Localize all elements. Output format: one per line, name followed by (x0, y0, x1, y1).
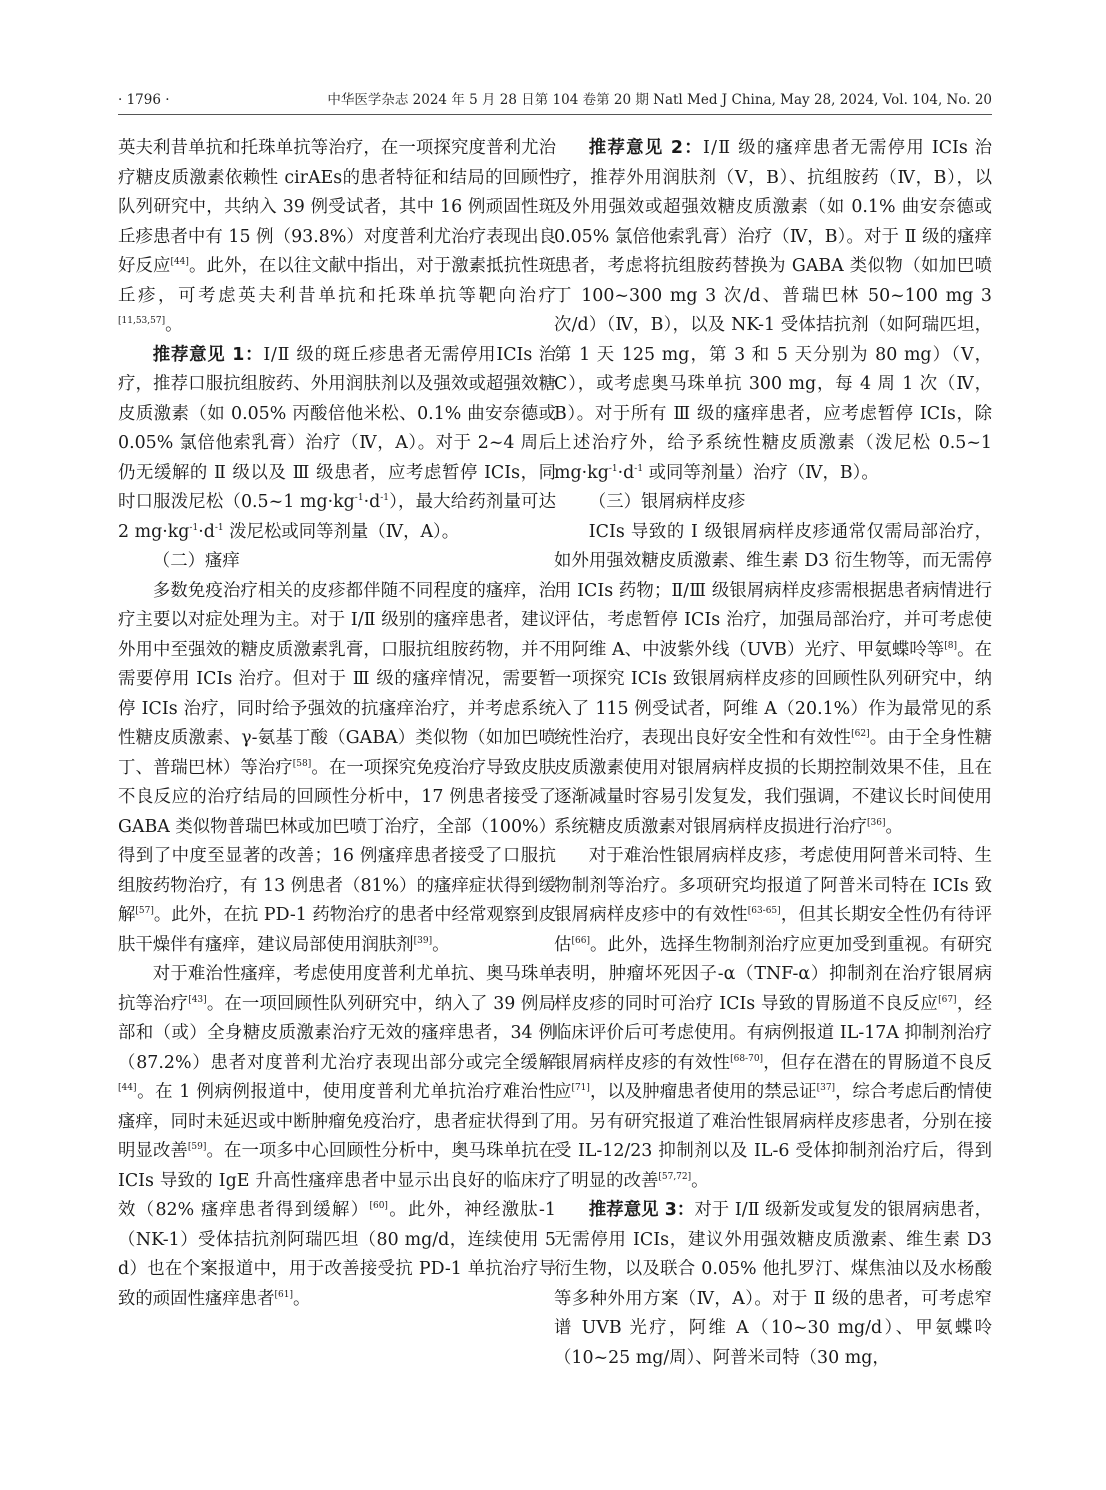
citation[interactable]: [59] (187, 1142, 207, 1152)
citation[interactable]: [57,72] (658, 1171, 692, 1182)
left-column (118, 134, 556, 1314)
section-heading: （三）银屑病样皮疹 (588, 492, 746, 512)
section-heading: （二）瘙痒 (152, 551, 240, 571)
paragraph: 多数免疫治疗相关的皮疹都伴随不同程度的瘙痒，治疗主要以对症处理为主。对于 Ⅰ/Ⅱ 级别的瘙痒患者，建议外用中至强效的糖皮质激素乳膏，口服抗组胺药物，并不需要停用 ICIs 治疗。但对于 Ⅲ 级的瘙痒情况，需要暂停 ICIs 治疗，同时给予强效的抗瘙痒治疗，并考虑系统性糖皮质激素、γ-氨基丁酸（GABA）类似物（如加巴喷丁、普瑞巴林）等治疗[58]。在一项探究免疫治疗导致皮肤不良反应的治疗结局的回顾性分析中，17 例患者接受了 GABA 类似物普瑞巴林或加巴喷丁治疗，全部（100%）得到了中度至显著的改善；16 例瘙痒患者接受了口服抗组胺药物治疗，有 13 例患者（81%）的瘙痒症状得到缓解[57]。此外，在抗 PD-1 药物治疗的患者中经常观察到皮肤干燥伴有瘙痒，建议局部使用润肤剂[39]。 (118, 580, 556, 955)
citation[interactable]: [63-65] (747, 906, 781, 916)
recommendation-label: 推荐意见 3： (588, 1200, 695, 1220)
citation[interactable]: [61] (274, 1289, 294, 1300)
recommendation-label: 推荐意见 2： (588, 138, 703, 158)
citation[interactable]: [71] (571, 1083, 590, 1093)
citation[interactable]: [11,53,57] (118, 316, 166, 326)
citation[interactable]: [44] (170, 257, 189, 267)
recommendation-2: 推荐意见 2：Ⅰ/Ⅱ 级的瘙痒患者无需停用 ICIs 治疗，推荐外用润肤剂（Ⅴ，B）、抗组胺药（Ⅳ，B），以及外用强效或超强效糖皮质激素（如 0.1% 曲安奈德或 0.05% 氯倍他索乳膏）治疗（Ⅳ，B）。对于 Ⅱ 级的瘙痒患者，考虑将抗组胺药替换为 GABA 类似物（如加巴喷丁 100~300 mg 3 次/d、普瑞巴林 50~100 mg 3 次/d）（Ⅳ，B），以及 NK-1 受体拮抗剂（如阿瑞匹坦，第 1 天 125 mg，第 3 和 5 天分别为 80 mg）（Ⅴ，C），或考虑奥马珠单抗 300 mg，每 4 周 1 次（Ⅳ，B）。对于所有 Ⅲ 级的瘙痒患者，应考虑暂停 ICIs，除上述治疗外，给予系统性糖皮质激素（泼尼松 0.5~1 $mg\cdot kg^{-1}\cdot d^{-1}$ 或同等剂量）治疗（Ⅳ，B）。 (554, 138, 993, 483)
citation[interactable]: [39] (413, 935, 433, 946)
citation[interactable]: [37] (816, 1083, 836, 1093)
running-header (118, 89, 992, 111)
journal-citation: 中华医学杂志 2024 年 5 月 28 日第 104 卷第 20 期 Natl Med J China, May 28, 2024, Vol. 104, No. 20 (327, 92, 992, 108)
citation[interactable]: [60] (369, 1201, 388, 1211)
citation[interactable]: [67] (938, 994, 957, 1005)
citation[interactable]: [57] (135, 906, 154, 916)
paragraph: 对于难治性瘙痒，考虑使用度普利尤单抗、奥马珠单抗等治疗[43]。在一项回顾性队列研究中，纳入了 39 例局部和（或）全身糖皮质激素治疗无效的瘙痒患者，34 例（87.2%）患者对度普利尤治疗表现出部分或完全缓解[44]。在 1 例病例报道中，使用度普利尤单抗治疗难治性瘙痒，同时未延迟或中断肿瘤免疫治疗，患者症状得到了明显改善[59]。在一项多中心回顾性分析中，奥马珠单抗在 ICIs 导致的 IgE 升高性瘙痒患者中显示出良好的临床疗效（82% 瘙痒患者得到缓解）[60]。此外，神经激肽-1（NK-1）受体拮抗剂阿瑞匹坦（80 mg/d，连续使用 5 d）也在个案报道中，用于改善接受抗 PD-1 单抗治疗导致的顽固性瘙痒患者[61]。 (118, 964, 556, 1309)
recommendation-label: 推荐意见 1： (152, 344, 264, 365)
citation[interactable]: [43] (188, 994, 207, 1005)
citation[interactable]: [68-70] (730, 1053, 764, 1064)
citation[interactable]: [66] (571, 935, 590, 946)
paragraph: ICIs 导致的 Ⅰ 级银屑病样皮疹通常仅需局部治疗，如外用强效糖皮质激素、维生素 D3 衍生物等，而无需停用 ICIs 药物；Ⅱ/Ⅲ 级银屑病样皮疹需根据患者病情进行评估，考虑暂停 ICIs 治疗，加强局部治疗，并可考虑使用阿维 A、中波紫外线（UVB）光疗、甲氨蝶呤等[8]。在一项探究 ICIs 致银屑病样皮疹的回顾性队列研究中，纳入了 115 例受试者，阿维 A（20.1%）作为最常见的系统性治疗，表现出良好安全性和有效性[62]。由于全身性糖皮质激素使用对银屑病样皮损的长期控制效果不佳，且在逐渐减量时容易引发复发，我们强调，不建议长时间使用系统糖皮质激素对银屑病样皮损进行治疗[36]。 (554, 521, 992, 837)
page-number: · 1796 · (118, 92, 170, 108)
citation[interactable]: [8] (944, 640, 958, 651)
header-rule (118, 114, 992, 115)
recommendation-3: 推荐意见 3：对于 Ⅰ/Ⅱ 级新发或复发的银屑病患者，无需停用 ICIs，建议外用强效糖皮质激素、维生素 D3 衍生物，以及联合 0.05% 他扎罗汀、煤焦油以及水杨酸等多种外用方案（Ⅳ，A）。对于 Ⅱ 级的患者，可考虑窄谱 UVB 光疗，阿维 A（10~30 mg/d）、甲氨蝶呤（10~25 mg/周）、阿普米司特（30 mg， (554, 1200, 992, 1368)
right-column (554, 134, 992, 1373)
citation[interactable]: [58] (292, 758, 312, 769)
paragraph: 对于难治性银屑病样皮疹，考虑使用阿普米司特、生物制剂等治疗。多项研究均报道了阿普米司特在 ICIs 致银屑病样皮疹中的有效性[63-65]，但其长期安全性仍有待评估[66]。此外，选择生物制剂治疗应更加受到重视。有研究表明，肿瘤坏死因子-α（TNF-α）抑制剂在治疗银屑病样皮疹的同时可治疗 ICIs 导致的胃肠道不良反应[67]，经临床评价后可考虑使用。有病例报道 IL-17A 抑制剂治疗银屑病样皮疹的有效性[68-70]，但存在潜在的胃肠道不良反应[71]，以及肿瘤患者使用的禁忌证[37]，综合考虑后酌情使用。另有研究报道了难治性银屑病样皮疹患者，分别在接受 IL-12/23 抑制剂以及 IL-6 受体抑制剂治疗后，得到了明显的改善[57,72]。 (554, 846, 992, 1191)
paragraph: 英夫利昔单抗和托珠单抗等治疗，在一项探究度普利尤治疗糖皮质激素依赖性 cirAEs的患者特征和结局的回顾性队列研究中，共纳入 39 例受试者，其中 16 例顽固性斑丘疹患者中有 15 例（93.8%）对度普利尤治疗表现出良好反应[44]。此外，在以往文献中指出，对于激素抵抗性斑丘疹，可考虑英夫利昔单抗和托珠单抗等靶向治疗[11,53,57]。 (118, 138, 556, 335)
recommendation-1: 推荐意见 1：Ⅰ/Ⅱ 级的斑丘疹患者无需停用ICIs 治疗，推荐口服抗组胺药、外用润肤剂以及强效或超强效糖皮质激素（如 0.05% 丙酸倍他米松、0.1% 曲安奈德或 0.05% 氯倍他索乳膏）治疗（Ⅳ，A）。对于 2~4 周后仍无缓解的 Ⅱ 级以及 Ⅲ 级患者，应考虑暂停 ICIs，同时口服泼尼松（0.5~1 $mg\cdot kg^{-1}\cdot d^{-1}$），最大给药剂量可达 2 $mg\cdot kg^{-1}\cdot d^{-1}$ 泼尼松或同等剂量（Ⅳ，A）。 (118, 344, 557, 542)
citation[interactable]: [62] (851, 729, 870, 739)
citation[interactable]: [44] (118, 1083, 137, 1093)
citation[interactable]: [36] (867, 817, 886, 828)
